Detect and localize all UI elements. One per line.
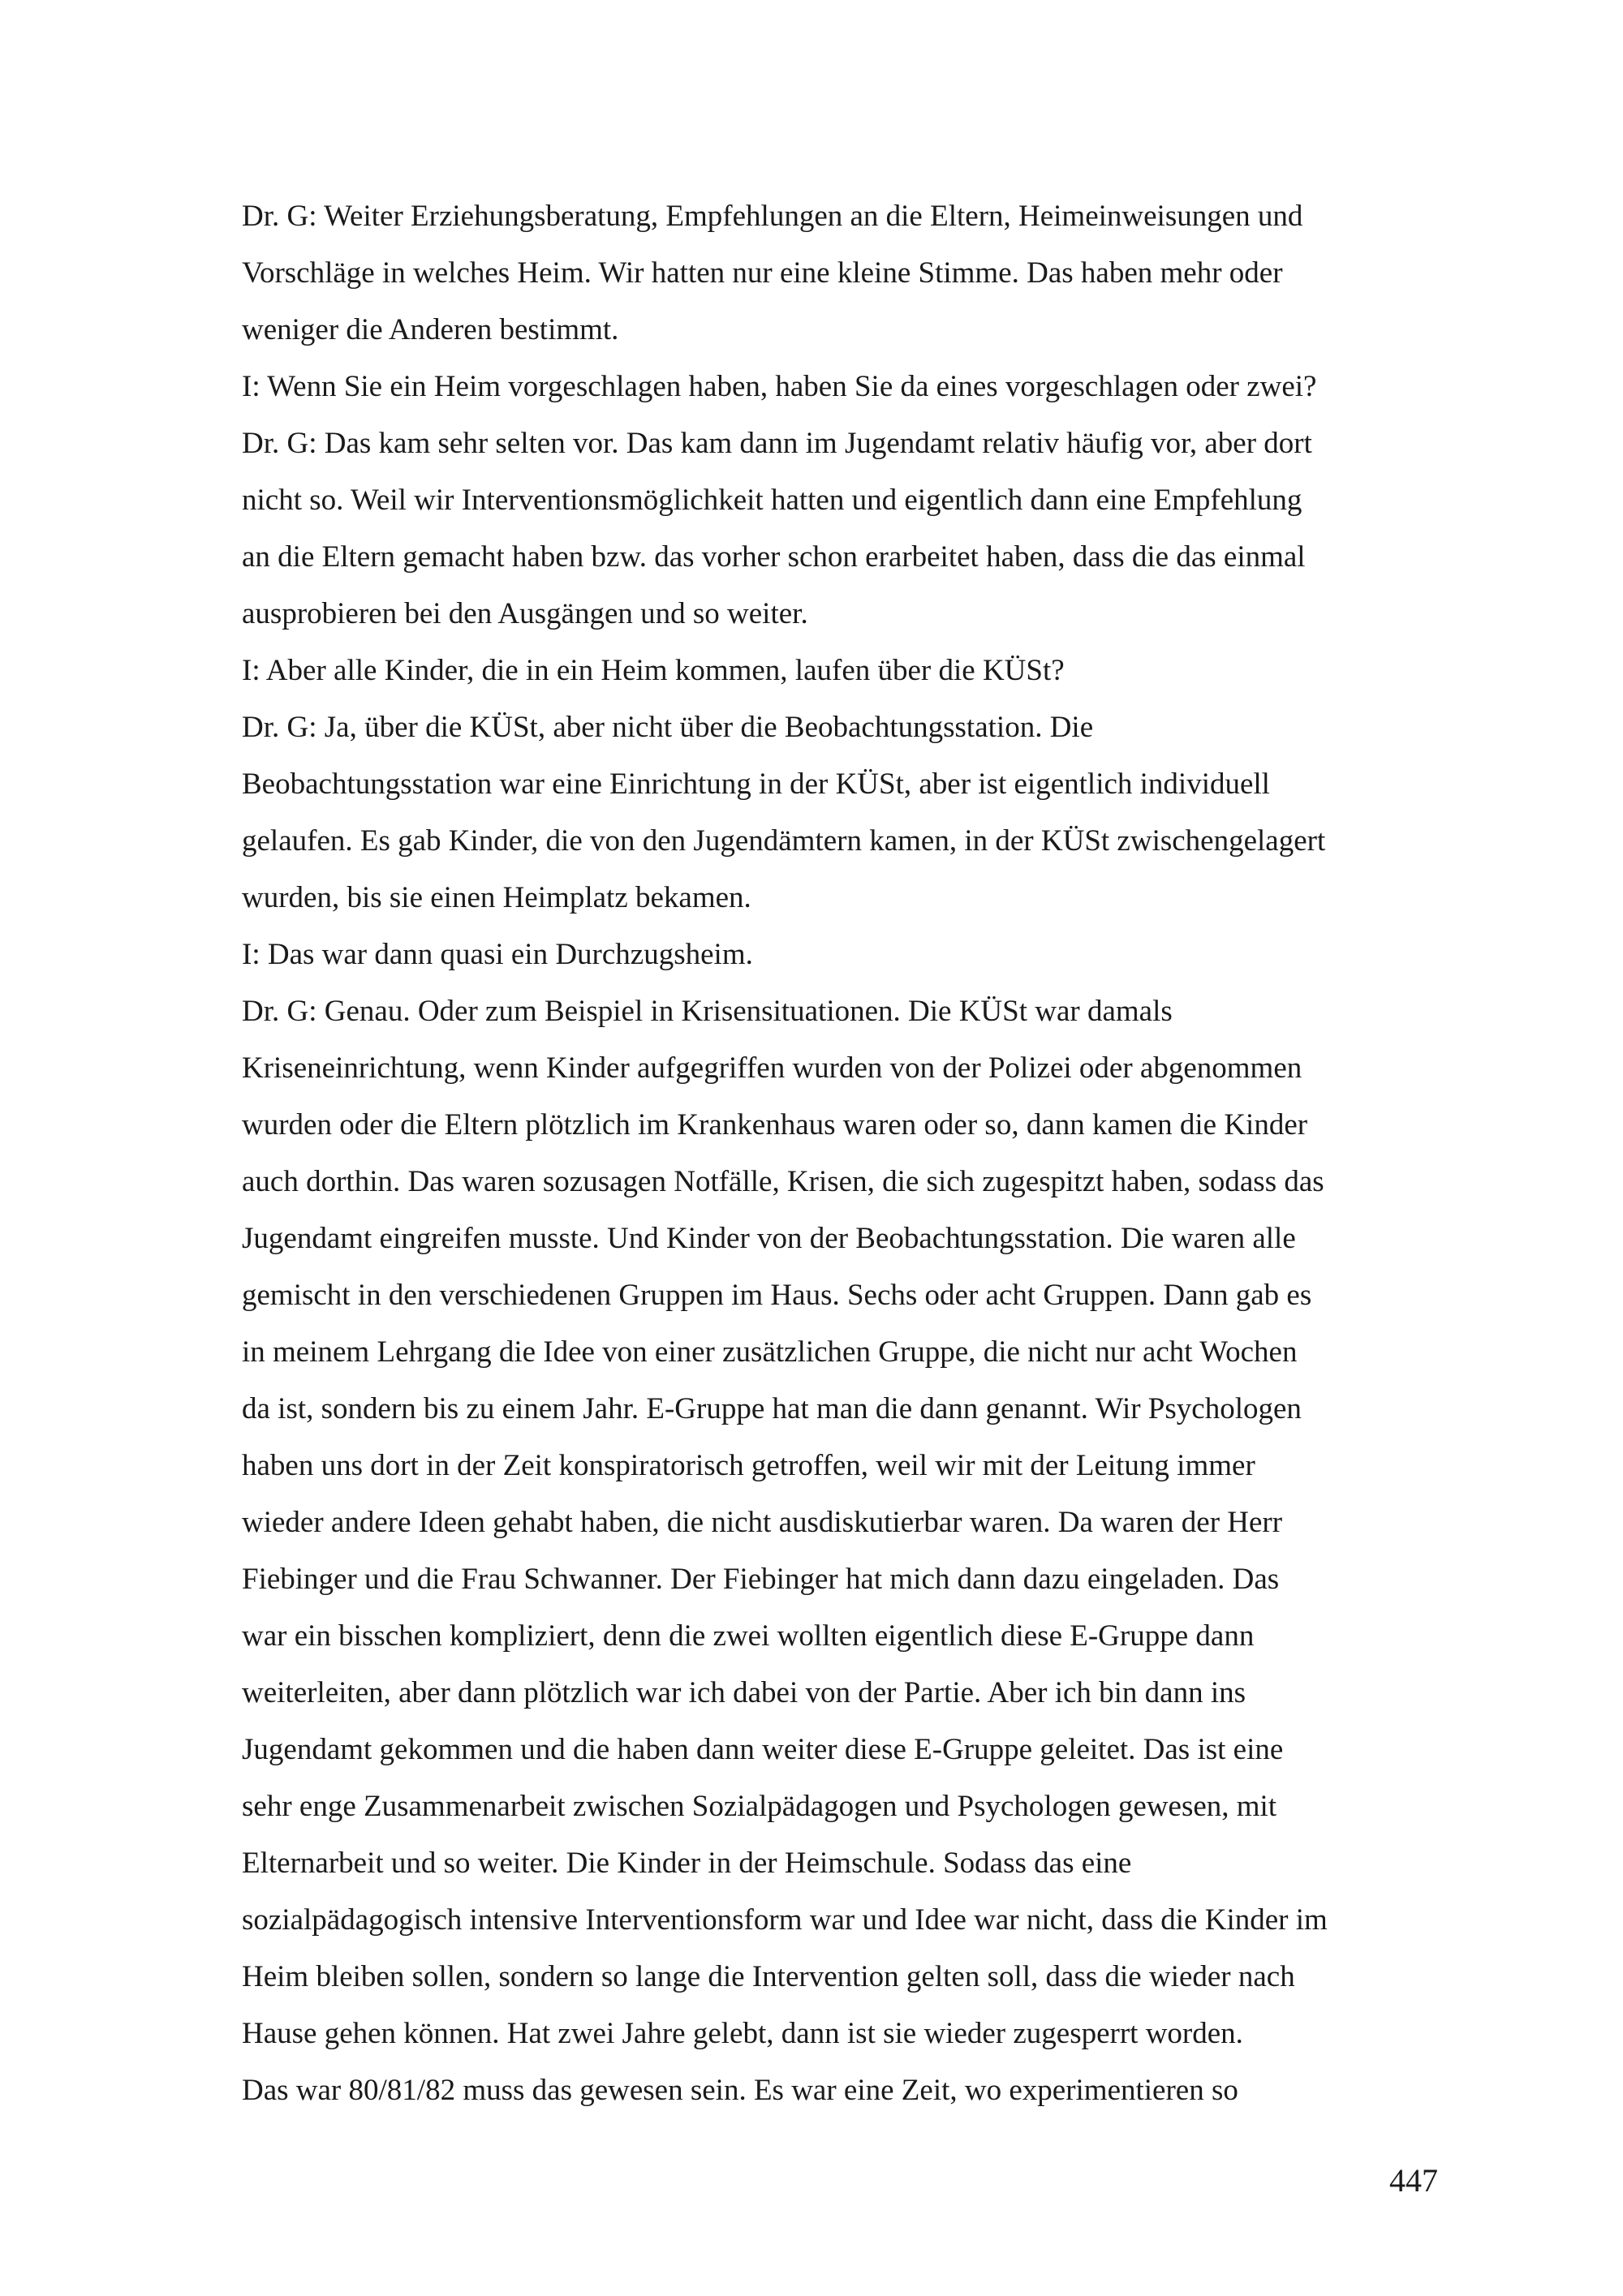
text-line: Jugendamt gekommen und die haben dann weiter diese E-Gruppe geleitet. Das ist eine: [242, 1733, 1284, 1766]
text-line: auch dorthin. Das waren sozusagen Notfälle, Krisen, die sich zugespitzt haben, sodass das: [242, 1165, 1324, 1198]
text-line: Vorschläge in welches Heim. Wir hatten nur eine kleine Stimme. Das haben mehr oder: [242, 256, 1283, 290]
text-line: gelaufen. Es gab Kinder, die von den Jugendämtern kamen, in der KÜSt zwischengelagert: [242, 824, 1326, 858]
text-line: I: Aber alle Kinder, die in ein Heim kommen, laufen über die KÜSt?: [242, 654, 1065, 687]
text-line: ausprobieren bei den Ausgängen und so weiter.: [242, 597, 808, 630]
text-line: war ein bisschen kompliziert, denn die zwei wollten eigentlich diese E-Gruppe dann: [242, 1619, 1255, 1653]
text-line: Fiebinger und die Frau Schwanner. Der Fiebinger hat mich dann dazu eingeladen. Das: [242, 1563, 1280, 1596]
text-line: Kriseneinrichtung, wenn Kinder aufgegriffen wurden von der Polizei oder abgenommen: [242, 1051, 1302, 1085]
text-line: weiterleiten, aber dann plötzlich war ich dabei von der Partie. Aber ich bin dann ins: [242, 1676, 1246, 1709]
text-line: Beobachtungsstation war eine Einrichtung in der KÜSt, aber ist eigentlich individuell: [242, 767, 1270, 801]
text-line: Jugendamt eingreifen musste. Und Kinder von der Beobachtungsstation. Die waren alle: [242, 1222, 1296, 1255]
text-line: Dr. G: Weiter Erziehungsberatung, Empfehlungen an die Eltern, Heimeinweisungen und: [242, 200, 1303, 233]
text-line: Dr. G: Das kam sehr selten vor. Das kam dann im Jugendamt relativ häufig vor, aber dort: [242, 427, 1312, 460]
text-line: I: Wenn Sie ein Heim vorgeschlagen haben, haben Sie da eines vorgeschlagen oder zwei?: [242, 370, 1317, 403]
text-line: nicht so. Weil wir Interventionsmöglichkeit hatten und eigentlich dann eine Empfehlung: [242, 484, 1302, 517]
text-line: haben uns dort in der Zeit konspiratorisch getroffen, weil wir mit der Leitung immer: [242, 1449, 1255, 1482]
text-line: Elternarbeit und so weiter. Die Kinder in der Heimschule. Sodass das eine: [242, 1847, 1132, 1880]
text-line: wurden oder die Eltern plötzlich im Krankenhaus waren oder so, dann kamen die Kinder: [242, 1108, 1308, 1142]
text-line: Dr. G: Ja, über die KÜSt, aber nicht über die Beobachtungsstation. Die: [242, 711, 1094, 744]
text-line: wieder andere Ideen gehabt haben, die nicht ausdiskutierbar waren. Da waren der Herr: [242, 1506, 1283, 1539]
text-line: I: Das war dann quasi ein Durchzugsheim.: [242, 938, 753, 971]
text-line: in meinem Lehrgang die Idee von einer zusätzlichen Gruppe, die nicht nur acht Wochen: [242, 1335, 1298, 1369]
text-line: weniger die Anderen bestimmt.: [242, 313, 619, 346]
text-line: Hause gehen können. Hat zwei Jahre gelebt, dann ist sie wieder zugesperrt worden.: [242, 2017, 1243, 2050]
page-number: 447: [1389, 2162, 1438, 2199]
text-line: an die Eltern gemacht haben bzw. das vorher schon erarbeitet haben, dass die das einmal: [242, 540, 1306, 574]
text-line: wurden, bis sie einen Heimplatz bekamen.: [242, 881, 751, 914]
page-body-text: [242, 188, 1443, 2119]
text-line: sozialpädagogisch intensive Interventionsform war und Idee war nicht, dass die Kinder im: [242, 1903, 1328, 1937]
text-line: Das war 80/81/82 muss das gewesen sein. Es war eine Zeit, wo experimentieren so: [242, 2074, 1238, 2107]
text-line: sehr enge Zusammenarbeit zwischen Sozialpädagogen und Psychologen gewesen, mit: [242, 1790, 1277, 1823]
text-line: Dr. G: Genau. Oder zum Beispiel in Krisensituationen. Die KÜSt war damals: [242, 995, 1173, 1028]
text-line: Heim bleiben sollen, sondern so lange die Intervention gelten soll, dass die wieder nach: [242, 1960, 1295, 1993]
text-line: gemischt in den verschiedenen Gruppen im Haus. Sechs oder acht Gruppen. Dann gab es: [242, 1279, 1312, 1312]
text-line: da ist, sondern bis zu einem Jahr. E-Gruppe hat man die dann genannt. Wir Psychologen: [242, 1392, 1302, 1425]
